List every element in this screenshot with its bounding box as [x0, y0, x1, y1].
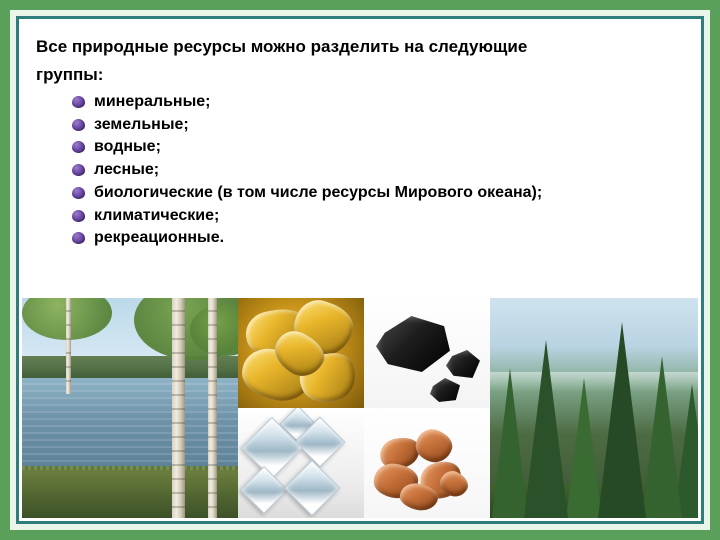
list-item-label: земельные;	[94, 115, 189, 133]
minerals-column-left	[238, 298, 364, 518]
spruce-tree	[566, 378, 602, 518]
bullet-sphere-icon	[72, 164, 85, 176]
bullet-sphere-icon	[72, 96, 85, 108]
copper-nuggets-photo	[364, 408, 490, 518]
spruce-tree	[642, 356, 682, 518]
intro-text-line1: Все природные ресурсы можно разделить на следующие	[36, 37, 528, 56]
intro-text-line2: группы:	[36, 64, 104, 84]
list-item-label: климатические;	[94, 206, 220, 224]
minerals-column-right	[364, 298, 490, 518]
far-shore-treeline	[22, 356, 238, 378]
birch-trunk	[208, 298, 217, 518]
list-item	[72, 114, 684, 137]
bullet-sphere-icon	[72, 187, 85, 199]
list-item-label: минеральные;	[94, 93, 211, 110]
coal-lump	[376, 316, 450, 372]
list-item	[72, 136, 684, 159]
shore-bank	[22, 470, 238, 518]
slide-content	[22, 22, 698, 518]
bullet-sphere-icon	[72, 119, 85, 131]
list-item-label: водные;	[94, 138, 161, 156]
spruce-tree	[524, 340, 568, 518]
spruce-forest-photo	[490, 298, 698, 518]
coal-lump	[446, 350, 480, 378]
coal-photo	[364, 298, 490, 408]
list-item-label: биологические (в том числе ресурсы Мирового океана);	[94, 183, 543, 201]
gold-nuggets-photo	[238, 298, 364, 408]
lake-birch-forest-photo	[22, 298, 238, 518]
lake-water	[22, 378, 238, 478]
list-item	[72, 159, 684, 182]
list-item-label: рекреационные.	[94, 229, 225, 247]
list-item-label: лесные;	[94, 161, 160, 179]
bullet-sphere-icon	[72, 232, 85, 244]
copper-nugget	[412, 426, 455, 467]
bullet-sphere-icon	[72, 210, 85, 222]
spruce-tree	[598, 322, 646, 518]
list-item	[72, 227, 684, 250]
diamonds-photo	[238, 408, 364, 518]
list-item	[72, 182, 684, 205]
spruce-tree	[492, 368, 528, 518]
birch-trunk	[66, 298, 71, 394]
bullet-sphere-icon	[72, 141, 85, 153]
resource-groups-list	[36, 91, 684, 250]
photo-strip	[22, 298, 698, 518]
list-item	[72, 91, 684, 114]
coal-lump	[430, 378, 460, 402]
birch-trunk	[172, 298, 185, 518]
list-item	[72, 205, 684, 228]
